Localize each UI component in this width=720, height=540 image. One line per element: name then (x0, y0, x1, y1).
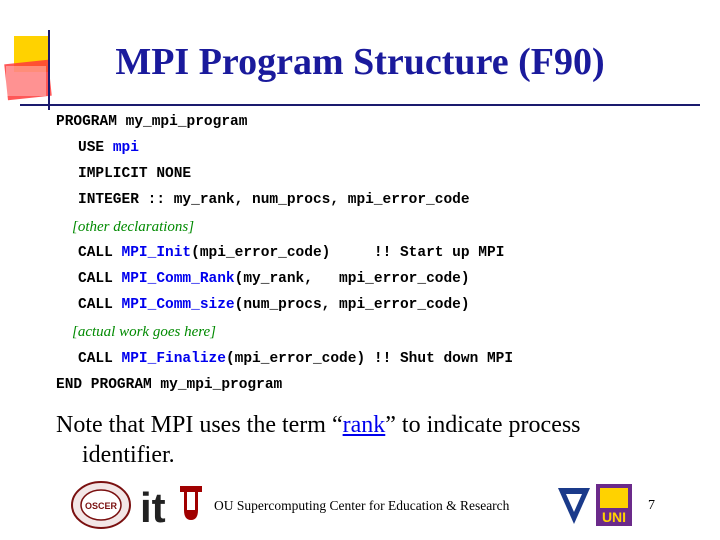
code-line-comm-size: CALL MPI_Comm_size(num_procs, mpi_error_code) (78, 297, 470, 313)
code-line-use: USE mpi (78, 140, 139, 156)
slide-title: MPI Program Structure (F90) (115, 41, 605, 83)
oscer-seal-logo (70, 480, 132, 530)
uni-logo (594, 482, 634, 528)
code-line-end-program: END PROGRAM my_mpi_program (56, 377, 283, 393)
footer-text: OU Supercomputing Center for Education & Research (214, 498, 510, 513)
keyword-mpi: mpi (112, 140, 139, 156)
page-number: 7 (648, 498, 655, 513)
note-paragraph: Note that MPI uses the term “rank” to indicate process identifier. (56, 412, 581, 468)
svg-text:OSCER: OSCER (84, 501, 118, 511)
code-line-integer: INTEGER :: my_rank, num_procs, mpi_error_code (78, 192, 470, 208)
code-line-init: CALL MPI_Init(mpi_error_code) !! Start up MPI (78, 245, 505, 261)
code-line-program: PROGRAM my_mpi_program (56, 114, 248, 130)
comment-actual-work: [actual work goes here] (72, 324, 217, 340)
keyword-mpi-comm-rank: MPI_Comm_Rank (121, 271, 235, 287)
svg-text:it: it (140, 484, 166, 530)
code-line-comm-rank: CALL MPI_Comm_Rank(my_rank, mpi_error_code) (78, 271, 470, 287)
comment-other-declarations: [other declarations] (72, 219, 195, 235)
triangle-logo (556, 484, 592, 526)
code-line-finalize: CALL MPI_Finalize(mpi_error_code) !! Shut down MPI (78, 351, 514, 367)
code-line-implicit: IMPLICIT NONE (78, 166, 192, 182)
rank-link[interactable]: rank (342, 412, 386, 438)
keyword-mpi-finalize: MPI_Finalize (121, 351, 226, 367)
keyword-mpi-comm-size: MPI_Comm_size (121, 297, 235, 313)
decor-horizontal-line (20, 104, 700, 106)
keyword-mpi-init: MPI_Init (121, 245, 192, 261)
it-ou-logo (140, 478, 210, 530)
svg-text:UNI: UNI (601, 509, 627, 525)
